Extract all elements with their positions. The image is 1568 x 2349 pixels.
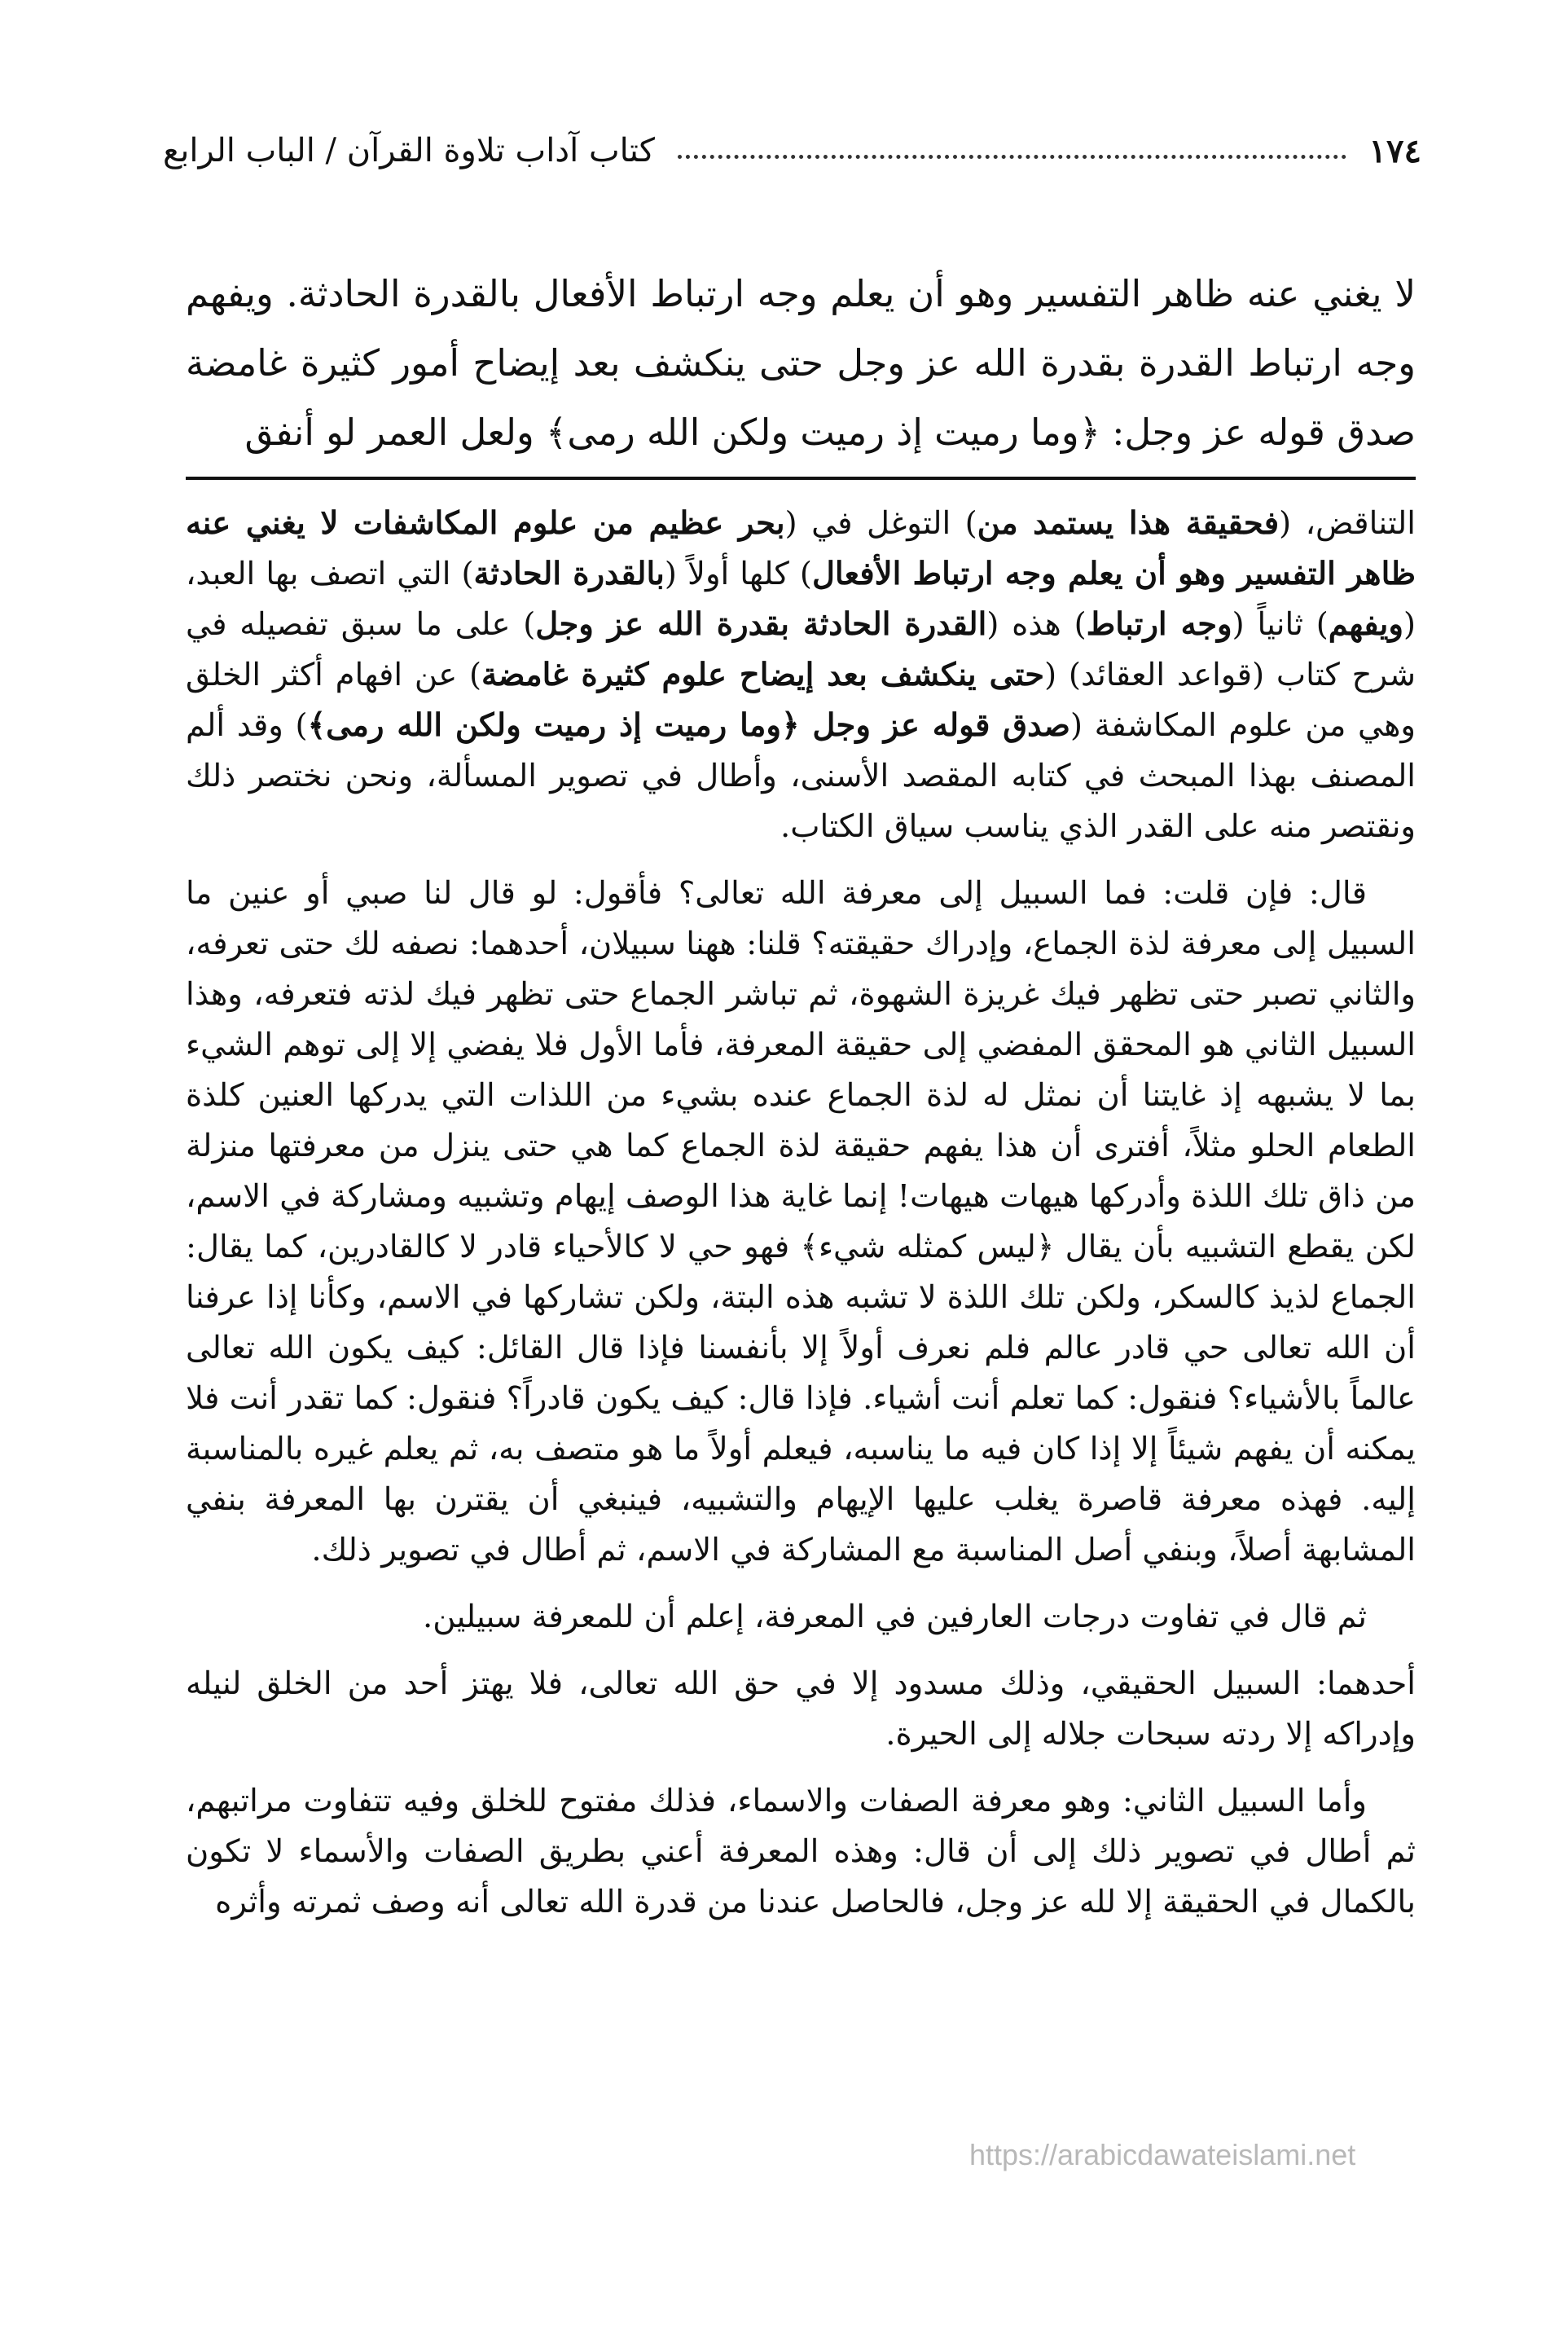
commentary — [186, 499, 1416, 1944]
commentary-paragraph — [186, 499, 1416, 852]
main-text: لا يغني عنه ظاهر التفسير وهو أن يعلم وجه ارتباط الأفعال بالقدرة الحادثة. ويفهم وجه ارتباط القدرة بقدرة الله عز وجل حتى ينكشف بعد إيضاح أمور كثيرة غامضة صدق قوله عز وجل: ﴿وما رميت إذ رميت ولكن الله رمى﴾ ولعل العمر لو أنفق — [186, 272, 1416, 454]
commentary-quote: بحر عظيم من علوم المكاشفات لا يغني عنه ظاهر التفسير وهو أن يعلم وجه ارتباط الأفعال — [186, 505, 1416, 592]
commentary-quote: بالقدرة الحادثة — [473, 556, 665, 592]
commentary-text: ) كلها أولاً ( — [664, 556, 812, 592]
commentary-quote: وجه ارتباط — [1086, 606, 1232, 643]
commentary-text: ) التوغل في ( — [784, 505, 977, 542]
commentary-text: ) على ما سبق تفصيله في شرح كتاب (قواعد العقائد) ( — [186, 606, 1416, 693]
commentary-paragraph: ثم قال في تفاوت درجات العارفين في المعرفة، إعلم أن للمعرفة سبيلين. — [423, 1599, 1367, 1635]
commentary-text: ) وقد ألم المصنف بهذا المبحث في كتابه المقصد الأسنى، وأطال في تصوير المسألة، ونحن نختصر ذلك ونقتصر منه على القدر الذي يناسب سياق الكتاب. — [186, 707, 1416, 845]
running-title: كتاب آداب تلاوة القرآن / الباب الرابع — [163, 132, 655, 169]
commentary-quote: فحقيقة هذا يستمد من — [977, 505, 1280, 542]
footnote-divider — [186, 477, 1416, 480]
commentary-text: ) هذه ( — [986, 606, 1087, 643]
commentary-text: ) التي اتصف بها العبد، ( — [186, 556, 1416, 643]
commentary-quote: القدرة الحادثة بقدرة الله عز وجل — [535, 606, 987, 643]
commentary-quote: ويفهم — [1328, 606, 1403, 643]
running-header — [163, 122, 1421, 179]
commentary-text: التناقض، ( — [1279, 505, 1416, 542]
commentary-quote: صدق قوله عز وجل ﴿وما رميت إذ رميت ولكن الله رمى﴾ — [307, 707, 1070, 744]
commentary-paragraph: وأما السبيل الثاني: وهو معرفة الصفات والاسماء، فذلك مفتوح للخلق وفيه تتفاوت مراتبهم، ثم أطال في تصوير ذلك إلى أن قال: وهذه المعرفة أعني بطريق الصفات والأسماء لا تكون بالكمال في الحقيقة إلا لله عز وجل، فالحاصل عندنا من قدرة الله تعالى أنه وصف ثمرته وأثره — [186, 1783, 1416, 1920]
watermark-url: https://arabicdawateislami.net — [969, 2138, 1356, 2171]
commentary-paragraph: قال: فإن قلت: فما السبيل إلى معرفة الله تعالى؟ فأقول: لو قال لنا صبي أو عنين ما السبيل إلى معرفة لذة الجماع، وإدراك حقيقته؟ قلنا: ههنا سبيلان، أحدهما: نصفه لك حتى تعرفه، والثاني تصبر حتى تظهر فيك غريزة الشهوة، ثم تباشر الجماع حتى تظهر فيك لذته فتعرفه، وهذا السبيل الثاني هو المحقق المفضي إلى حقيقة المعرفة، فأما الأول فلا يفضي إلا إلى توهم الشيء بما لا يشبهه إذ غايتنا أن نمثل له لذة الجماع عنده بشيء من اللذات التي يدركها العنين كلذة الطعام الحلو مثلاً، أفترى أن هذا يفهم حقيقة لذة الجماع كما هي حتى ينزل من معرفتها منزلة من ذاق تلك اللذة وأدركها هيهات هيهات! إنما غاية هذا الوصف إيهام وتشبيه ومشاركة في الاسم، لكن يقطع التشبيه بأن يقال ﴿ليس كمثله شيء﴾ فهو حي لا كالأحياء قادر لا كالقادرين، كما يقال: الجماع لذيذ كالسكر، ولكن تلك اللذة لا تشبه هذه البتة، ولكن تشاركها في الاسم، وكأنا إذا عرفنا أن الله تعالى حي قادر عالم فلم نعرف أولاً إلا بأنفسنا فإذا قال القائل: كيف يكون الله تعالى عالماً بالأشياء؟ فنقول: كما تعلم أنت أشياء. فإذا قال: كيف يكون قادراً؟ فنقول: كما تقدر أنت فلا يمكنه أن يفهم شيئاً إلا إذا كان فيه ما يناسبه، فيعلم أولاً ما هو متصف به، ثم يعلم غيره بالمناسبة إليه. فهذه معرفة قاصرة يغلب عليها الإيهام والتشبيه، فينبغي أن يقترن بها المعرفة بنفي المشابهة أصلاً، وبنفي أصل المناسبة مع المشاركة في الاسم، ثم أطال في تصوير ذلك. — [186, 875, 1416, 1568]
commentary-text: ) ثانياً ( — [1232, 606, 1329, 643]
commentary-text: ) عن افهام أكثر الخلق وهي من علوم المكاشفة ( — [186, 657, 1416, 744]
commentary-paragraph: أحدهما: السبيل الحقيقي، وذلك مسدود إلا في حق الله تعالى، فلا يهتز أحد من الخلق لنيله وإدراكه إلا ردته سبحات جلاله إلى الحيرة. — [186, 1665, 1416, 1753]
page-number: ١٧٤ — [1368, 131, 1421, 170]
header-dot-leader — [678, 155, 1346, 159]
commentary-quote: حتى ينكشف بعد إيضاح علوم كثيرة غامضة — [481, 657, 1045, 693]
